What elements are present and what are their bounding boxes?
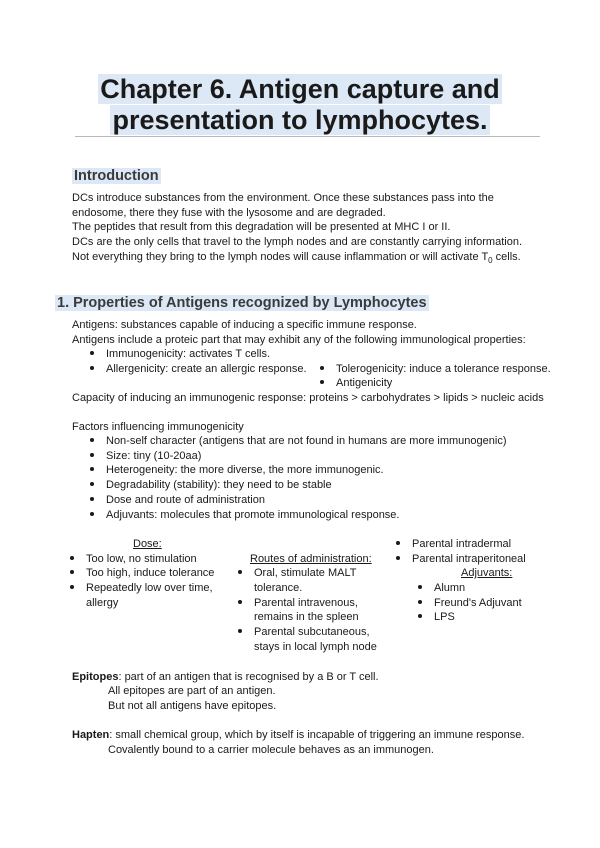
- epitopes-note: All epitopes are part of an antigen.: [108, 685, 276, 697]
- bullet-icon: [396, 556, 400, 560]
- bullet-icon: [238, 600, 242, 604]
- factor-item: Heterogeneity: the more diverse, the more immunogenic.: [90, 463, 384, 478]
- antigen-definition: Antigens: substances capable of inducing a specific immune response.: [72, 319, 417, 331]
- bullet-icon: [90, 453, 94, 457]
- intro-line: DCs introduce substances from the environment. Once these substances pass into the: [72, 192, 494, 204]
- bullet-icon: [90, 512, 94, 516]
- bullet-icon: [418, 614, 422, 618]
- epitopes-note: But not all antigens have epitopes.: [108, 700, 277, 712]
- list-item-antigenicity: Antigenicity: [320, 376, 392, 391]
- dose-item: Too high, induce tolerance: [70, 566, 214, 581]
- route-item-continuation: tolerance.: [254, 582, 303, 594]
- bullet-icon: [90, 366, 94, 370]
- route-item-continuation: stays in local lymph node: [254, 641, 377, 653]
- subscript-zero: 0: [488, 256, 493, 266]
- list-item-immunogenicity: Immunogenicity: activates T cells.: [90, 347, 270, 362]
- intro-line: Not everything they bring to the lymph nodes will cause inflammation or will activate $T_0$ cells.: [72, 251, 521, 266]
- dose-item-continuation: allergy: [86, 597, 119, 609]
- adjuvant-item: LPS: [418, 610, 455, 625]
- epitopes-definition: Epitopes: part of an antigen that is recognised by a B or T cell.: [72, 671, 379, 683]
- route-item: Oral, stimulate MALT: [238, 566, 357, 581]
- bullet-icon: [238, 570, 242, 574]
- factor-item: Size: tiny (10-20aa): [90, 449, 201, 464]
- section-1-heading: 1. Properties of Antigens recognized by Lymphocytes: [57, 295, 427, 311]
- bullet-icon: [320, 380, 324, 384]
- factors-heading: Factors influencing immunogenicity: [72, 421, 244, 433]
- bullet-icon: [90, 438, 94, 442]
- page-title-line-2: presentation to lymphocytes.: [112, 105, 488, 135]
- list-item-allergenicity: Allergenicity: create an allergic response.: [90, 362, 307, 377]
- antigen-properties-intro: Antigens include a proteic part that may exhibit any of the following immunological properties:: [72, 334, 526, 346]
- hapten-definition: Hapten: small chemical group, which by itself is incapable of triggering an immune response.: [72, 729, 525, 741]
- bullet-icon: [396, 541, 400, 545]
- bullet-icon: [90, 482, 94, 486]
- page-title-line-1: Chapter 6. Antigen capture and: [100, 74, 500, 104]
- immunogenic-capacity-order: Capacity of inducing an immunogenic response: proteins > carbohydrates > lipids > nucleic acids: [72, 392, 544, 404]
- dose-item: Too low, no stimulation: [70, 552, 197, 567]
- intro-line: DCs are the only cells that travel to the lymph nodes and are constantly carrying information.: [72, 236, 523, 248]
- bullet-icon: [418, 585, 422, 589]
- dose-heading: Dose:: [133, 538, 162, 550]
- bullet-icon: [90, 467, 94, 471]
- list-item-tolerogenicity: Tolerogenicity: induce a tolerance response.: [320, 362, 551, 377]
- factor-item: Adjuvants: molecules that promote immunological response.: [90, 508, 399, 523]
- factor-item: Non-self character (antigens that are not found in humans are more immunogenic): [90, 434, 507, 449]
- bullet-icon: [70, 570, 74, 574]
- dose-item: Repeatedly low over time,: [70, 581, 213, 596]
- adjuvant-item: Freund's Adjuvant: [418, 596, 522, 611]
- adjuvant-item: Alumn: [418, 581, 465, 596]
- factor-item: Degradability (stability): they need to be stable: [90, 478, 332, 493]
- factor-item: Dose and route of administration: [90, 493, 265, 508]
- bullet-icon: [90, 351, 94, 355]
- route-item-continuation: remains in the spleen: [254, 611, 359, 623]
- adjuvants-heading: Adjuvants:: [461, 567, 513, 579]
- bullet-icon: [238, 629, 242, 633]
- routes-heading: Routes of administration:: [250, 553, 372, 565]
- bullet-icon: [418, 600, 422, 604]
- route-item: Parental intravenous,: [238, 596, 358, 611]
- bullet-icon: [90, 497, 94, 501]
- bullet-icon: [320, 366, 324, 370]
- title-divider: [75, 136, 540, 137]
- route-item: Parental intradermal: [396, 537, 511, 552]
- route-item: Parental subcutaneous,: [238, 625, 370, 640]
- hapten-note: Covalently bound to a carrier molecule behaves as an immunogen.: [108, 744, 434, 756]
- route-item: Parental intraperitoneal: [396, 552, 526, 567]
- bullet-icon: [70, 585, 74, 589]
- intro-line: The peptides that result from this degradation will be presented at MHC I or II.: [72, 221, 451, 233]
- bullet-icon: [70, 556, 74, 560]
- intro-heading: Introduction: [74, 168, 159, 184]
- intro-line: endosome, there they fuse with the lysosome and are degraded.: [72, 207, 386, 219]
